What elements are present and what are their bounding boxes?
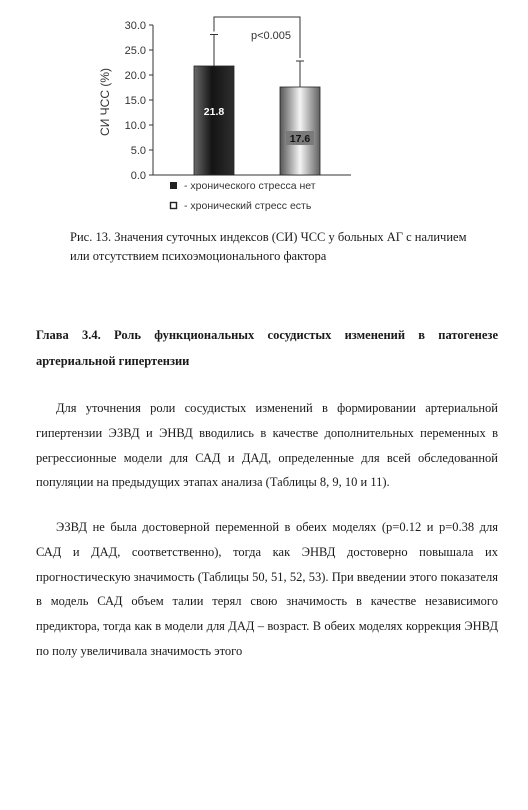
y-tick-label: 5.0	[130, 145, 146, 157]
y-tick-label: 10.0	[124, 120, 146, 132]
p-value-annotation: p<0.005	[250, 30, 292, 42]
y-tick-label: 30.0	[124, 20, 146, 32]
section-heading: Глава 3.4. Роль функциональных сосудистых изменений в патогенезе артериальной гипертензии	[36, 328, 498, 368]
legend-swatch-filled	[170, 182, 177, 189]
y-axis-label: СИ ЧСС (%)	[98, 68, 112, 136]
data-label: 21.8	[203, 106, 225, 118]
data-label: 17.6	[289, 133, 311, 145]
figure-caption: Рис. 13. Значения суточных индексов (СИ) ЧСС у больных АГ с наличием или отсутствием психоэмоционального фактора	[70, 230, 467, 263]
bar	[194, 66, 234, 175]
y-tick-label: 20.0	[124, 70, 146, 82]
y-tick-label: 0.0	[130, 170, 146, 182]
bar-chart	[95, 10, 415, 220]
body-paragraph-2: ЭЗВД не была достоверной переменной в обеих моделях (p=0.12 и p=0.38 для САД и ДАД, соответственно), тогда как ЭНВД достоверно повышала их прогностическую значимость (Таблицы 50, 51, 52, 53). При введении этого показателя в модель САД объем талии терял свою значимость в качестве независимого предиктора, тогда как в модели для ДАД – возраст. В обеих моделях коррекция ЭНВД по полу увеличивала значимость этого	[36, 520, 498, 658]
y-tick-label: 25.0	[124, 45, 146, 57]
body-paragraph-1: Для уточнения роли сосудистых изменений в формировании артериальной гипертензии ЭЗВД и ЭНВД вводились в качестве дополнительных переменных в регрессионные модели для САД и ДАД, определенные для всей обследованной популяции на предыдущих этапах анализа (Таблицы 8, 9, 10 и 11).	[36, 401, 498, 490]
legend-label-no-stress: - хронического стресса нет	[184, 180, 316, 192]
legend-label-stress: - хронический стресс есть	[184, 200, 312, 212]
legend	[170, 180, 316, 212]
y-tick-label: 15.0	[124, 95, 146, 107]
legend-swatch-hollow	[171, 203, 177, 209]
